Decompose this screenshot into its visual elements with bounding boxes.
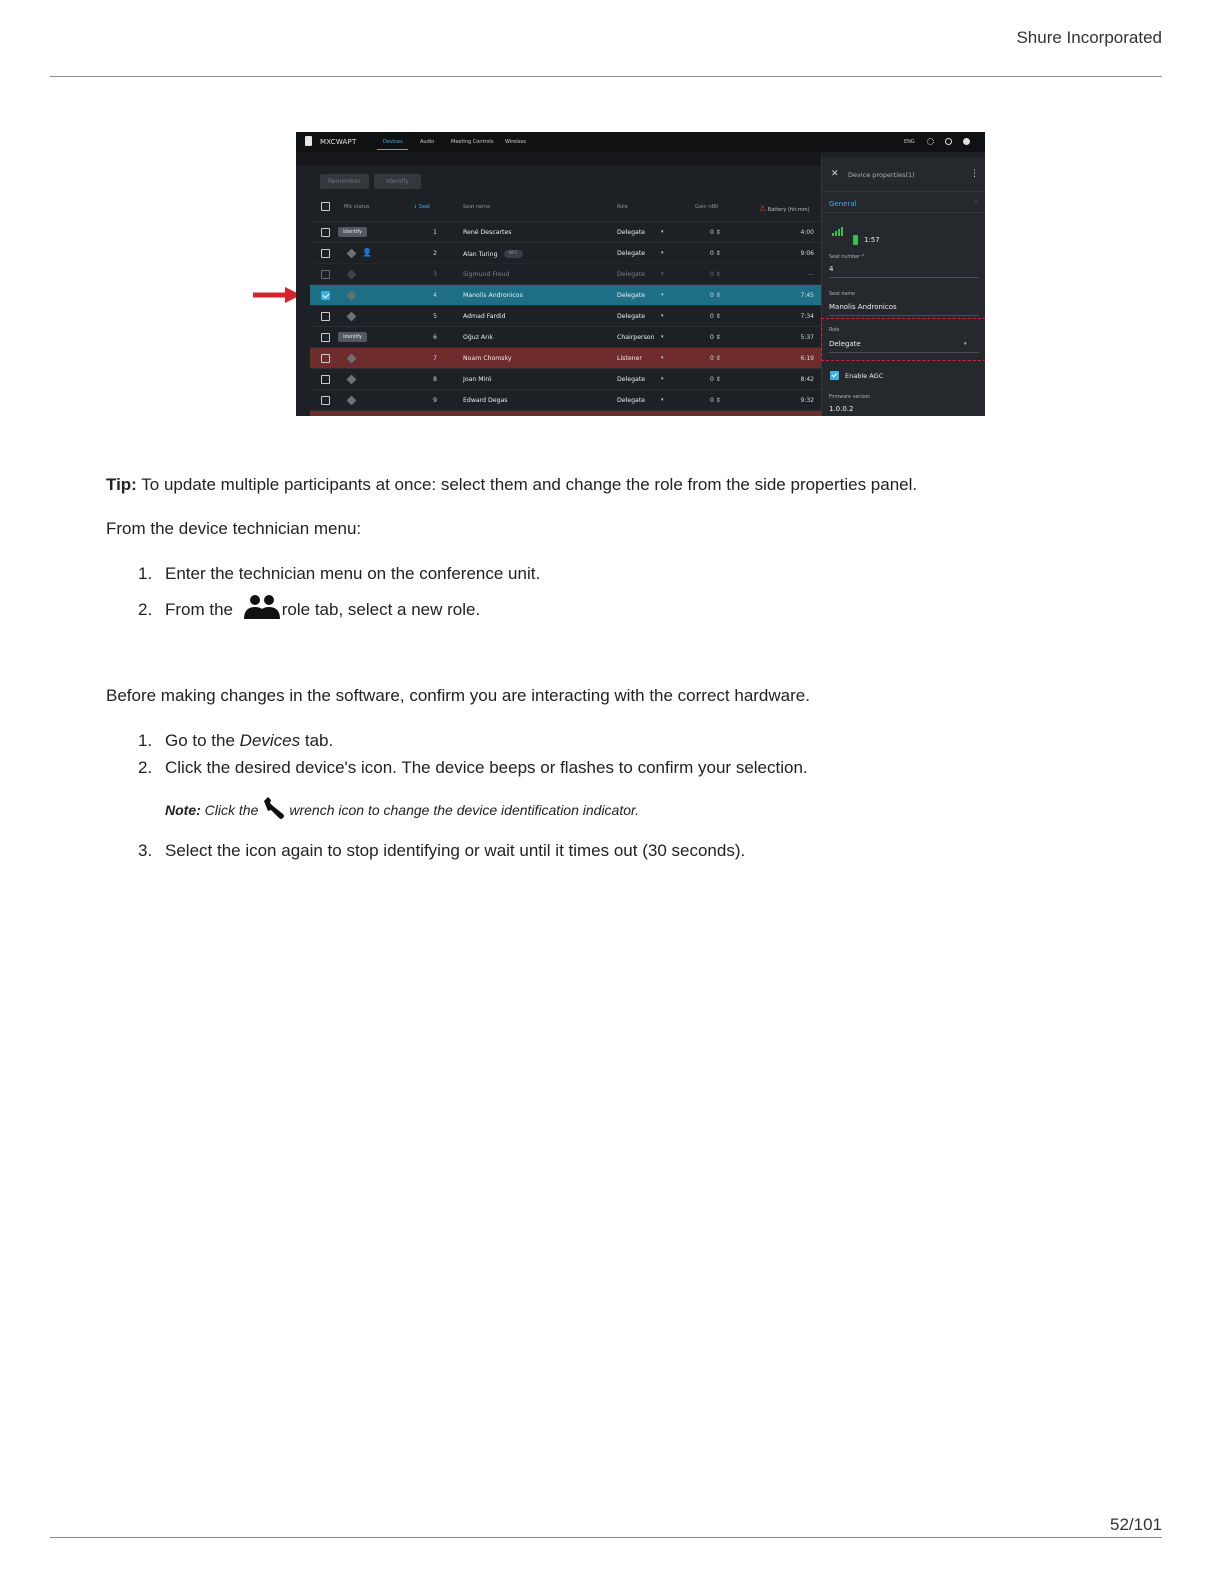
gain-cell[interactable]: 0 ⇕ xyxy=(710,250,721,257)
seat-cell: 8 xyxy=(433,376,437,383)
tip-paragraph xyxy=(106,475,917,495)
step-text-after: role tab, select a new role. xyxy=(281,600,481,619)
row-checkbox[interactable] xyxy=(321,354,330,363)
enable-agc-label: Enable AGC xyxy=(845,372,884,380)
step-text-before: Go to the xyxy=(165,731,240,750)
seat-name-cell: René Descartes xyxy=(463,229,512,236)
list-item xyxy=(138,758,808,778)
microphone-icon[interactable] xyxy=(347,396,357,406)
page-header-company: Shure Incorporated xyxy=(1016,28,1162,47)
microphone-icon xyxy=(347,270,357,280)
list-number: 2. xyxy=(138,758,153,777)
list-number: 1. xyxy=(138,731,153,750)
role-cell[interactable]: Listener xyxy=(617,355,642,362)
list-number: 2. xyxy=(138,600,153,619)
note-label: Note: xyxy=(165,802,201,818)
identify-button[interactable]: Identify xyxy=(374,174,421,189)
seat-cell: 1 xyxy=(433,229,437,236)
role-dropdown-icon[interactable]: ▾ xyxy=(661,334,664,340)
tip-text: To update multiple participants at once: select them and change the role from the side properties panel. xyxy=(136,475,918,494)
people-group-icon xyxy=(243,594,281,620)
enable-agc-checkbox[interactable] xyxy=(830,371,839,380)
gain-cell[interactable]: 0 ⇕ xyxy=(710,397,721,404)
seat-number-label: Seat number * xyxy=(829,255,864,260)
table-row[interactable] xyxy=(310,326,821,347)
section-label: General xyxy=(829,200,857,208)
seat-cell: 3 xyxy=(433,271,437,278)
role-dropdown-icon[interactable]: ▾ xyxy=(661,397,664,403)
table-row[interactable] xyxy=(310,305,821,326)
sub-bar xyxy=(296,152,821,166)
seat-name-field[interactable]: Manolis Andronicos xyxy=(829,303,897,311)
app-screenshot xyxy=(296,132,985,416)
role-label: Role xyxy=(829,328,840,333)
seat-cell: 5 xyxy=(433,313,437,320)
tab-meeting-controls[interactable]: Meeting Controls xyxy=(451,139,494,145)
gain-cell[interactable]: 0 ⇕ xyxy=(710,229,721,236)
battery-cell: 5:37 xyxy=(800,334,814,341)
gain-cell[interactable]: 0 ⇕ xyxy=(710,313,721,320)
more-vertical-icon[interactable]: ⋮ xyxy=(970,169,979,179)
role-select[interactable]: Delegate xyxy=(829,340,861,348)
gain-cell[interactable]: 0 ⇕ xyxy=(710,355,721,362)
person-icon: 👤 xyxy=(362,248,372,257)
table-row[interactable] xyxy=(310,263,821,284)
list-item xyxy=(138,564,540,584)
settings-gear-icon[interactable] xyxy=(927,138,934,145)
seat-name-cell: Noam Chomsky xyxy=(463,355,512,362)
list-item xyxy=(138,594,480,620)
help-icon[interactable] xyxy=(945,138,952,145)
row-checkbox[interactable] xyxy=(321,228,330,237)
field-underline xyxy=(829,352,979,353)
role-cell[interactable]: Delegate xyxy=(617,313,646,320)
remember-button[interactable]: Remember xyxy=(320,174,369,189)
step-text-before: From the xyxy=(165,600,238,619)
battery-cell: 4:00 xyxy=(800,229,814,236)
seat-cell: 9 xyxy=(433,397,437,404)
microphone-icon[interactable] xyxy=(347,249,357,259)
gain-cell[interactable]: 0 ⇕ xyxy=(710,376,721,383)
microphone-icon[interactable] xyxy=(347,375,357,385)
app-bar xyxy=(296,132,985,152)
seat-name-cell: Manolis Andronicos xyxy=(463,292,523,299)
role-cell[interactable]: Delegate xyxy=(617,376,646,383)
table-row[interactable] xyxy=(310,221,821,242)
active-tab-underline xyxy=(377,149,408,150)
role-cell[interactable]: Delegate xyxy=(617,397,646,404)
seat-cell: 7 xyxy=(433,355,437,362)
row-checkbox-checked[interactable] xyxy=(321,291,330,300)
microphone-icon[interactable] xyxy=(347,312,357,322)
role-dropdown-icon[interactable]: ▾ xyxy=(661,376,664,382)
table-row-selected[interactable] xyxy=(310,284,821,305)
collapse-icon[interactable]: – xyxy=(974,197,978,206)
language-selector[interactable]: ENG xyxy=(904,139,915,145)
role-dropdown-icon[interactable]: ▾ xyxy=(661,292,664,298)
role-dropdown-icon[interactable]: ▾ xyxy=(661,313,664,319)
red-arrow-icon xyxy=(253,287,301,303)
table-row-warning[interactable] xyxy=(310,347,821,368)
note-paragraph xyxy=(165,797,639,819)
battery-icon xyxy=(853,235,858,245)
select-all-checkbox[interactable] xyxy=(321,202,330,211)
seat-name-cell: Admad Fardid xyxy=(463,313,506,320)
gain-cell[interactable]: 0 ⇕ xyxy=(710,334,721,341)
tip-label: Tip: xyxy=(106,475,137,494)
tab-audio[interactable]: Audio xyxy=(420,139,435,145)
table-row-partial xyxy=(310,410,821,416)
technician-intro: From the device technician menu: xyxy=(106,519,362,538)
step-text-after: tab. xyxy=(300,731,334,750)
shure-logo-icon xyxy=(305,136,312,146)
column-header-gain[interactable]: Gain (dB) xyxy=(695,204,719,210)
close-icon[interactable]: ✕ xyxy=(831,169,839,179)
devices-tab-term: Devices xyxy=(239,731,301,750)
battery-cell: 6:19 xyxy=(800,355,814,362)
identify-chip[interactable]: Identify xyxy=(338,227,367,237)
seat-name-cell xyxy=(463,250,523,258)
app-title: MXCWAPT xyxy=(320,138,357,146)
section-general[interactable] xyxy=(822,191,985,213)
role-dropdown-icon: ▾ xyxy=(661,271,664,277)
row-checkbox[interactable] xyxy=(321,312,330,321)
field-underline xyxy=(829,277,979,278)
battery-cell: — xyxy=(808,271,814,278)
role-cell[interactable]: Chairperson xyxy=(617,334,655,341)
column-header-role[interactable]: Role xyxy=(617,204,628,210)
list-item xyxy=(138,841,745,861)
panel-title: Device properties(1) xyxy=(848,171,915,179)
row-checkbox[interactable] xyxy=(321,270,330,279)
seat-name-cell: Joan Miró xyxy=(463,376,492,383)
table-row[interactable] xyxy=(310,242,821,263)
wrench-icon xyxy=(262,797,286,819)
seat-name-text: Alan Turing xyxy=(463,251,498,258)
warning-icon: ⚠ xyxy=(759,204,767,213)
column-header-seat[interactable]: ↓ Seat xyxy=(413,204,431,210)
device-properties-panel xyxy=(821,157,985,416)
seat-cell: 2 xyxy=(433,250,437,257)
identify-intro: Before making changes in the software, confirm you are interacting with the correct hardware. xyxy=(106,686,810,705)
battery-cell: 7:34 xyxy=(800,313,814,320)
seat-cell: 4 xyxy=(433,292,437,299)
step-text: Enter the technician menu on the conference unit. xyxy=(165,564,541,583)
role-dropdown-icon[interactable]: ▾ xyxy=(661,355,664,361)
role-cell[interactable]: Delegate xyxy=(617,250,646,257)
battery-header-label: Battery (hh:mm) xyxy=(767,207,810,213)
row-checkbox[interactable] xyxy=(321,396,330,405)
battery-cell: 8:42 xyxy=(800,376,814,383)
battery-cell: 9:32 xyxy=(800,397,814,404)
header-rule xyxy=(50,76,1162,77)
step-text: Select the icon again to stop identifying or wait until it times out (30 seconds). xyxy=(165,841,746,860)
step-text: Click the desired device's icon. The device beeps or flashes to confirm your selection. xyxy=(165,758,808,777)
account-icon[interactable] xyxy=(963,138,970,145)
tab-devices[interactable]: Devices xyxy=(383,139,403,145)
role-dropdown-icon[interactable]: ▾ xyxy=(661,250,664,256)
list-number: 3. xyxy=(138,841,153,860)
role-cell[interactable]: Delegate xyxy=(617,229,646,236)
seat-number-field[interactable]: 4 xyxy=(829,265,834,273)
firmware-value: 1.0.0.2 xyxy=(829,405,854,413)
note-text-after: wrench icon to change the device identification indicator. xyxy=(289,802,640,818)
table-row[interactable] xyxy=(310,389,821,410)
seat-name-label: Seat name xyxy=(829,292,855,297)
column-header-battery[interactable] xyxy=(759,204,810,213)
note-text-before: Click the xyxy=(200,802,259,818)
gain-cell[interactable]: 0 ⇕ xyxy=(710,292,721,299)
role-dropdown-icon[interactable]: ▾ xyxy=(661,229,664,235)
gain-cell: 0 ⇕ xyxy=(710,271,721,278)
role-cell[interactable]: Delegate xyxy=(617,292,646,299)
battery-cell: 7:45 xyxy=(800,292,814,299)
microphone-icon[interactable] xyxy=(347,291,357,301)
list-number: 1. xyxy=(138,564,153,583)
footer-rule xyxy=(50,1537,1162,1538)
battery-cell: 9:06 xyxy=(800,250,814,257)
list-item xyxy=(138,731,333,751)
seat-name-cell: Edward Degas xyxy=(463,397,508,404)
row-checkbox[interactable] xyxy=(321,333,330,342)
microphone-icon[interactable] xyxy=(347,354,357,364)
tab-wireless[interactable]: Wireless xyxy=(505,139,526,145)
firmware-label: Firmware version xyxy=(829,395,871,400)
role-cell: Delegate xyxy=(617,271,646,278)
row-checkbox[interactable] xyxy=(321,249,330,258)
column-header-seat-name[interactable]: Seat name xyxy=(463,204,491,210)
seat-name-cell: Sigmund Freud xyxy=(463,271,510,278)
identify-chip[interactable]: Identify xyxy=(338,332,367,342)
page-number: 52/101 xyxy=(1110,1515,1162,1534)
nfc-badge: NFC xyxy=(504,250,523,258)
role-dropdown-icon[interactable]: ▾ xyxy=(964,341,967,347)
row-checkbox[interactable] xyxy=(321,375,330,384)
field-underline xyxy=(829,315,979,316)
table-row[interactable] xyxy=(310,368,821,389)
seat-name-cell: Oğuz Arık xyxy=(463,334,494,341)
battery-time: 1:57 xyxy=(864,236,880,244)
seat-cell: 6 xyxy=(433,334,437,341)
column-header-mic-status[interactable]: Mic status xyxy=(344,204,370,210)
